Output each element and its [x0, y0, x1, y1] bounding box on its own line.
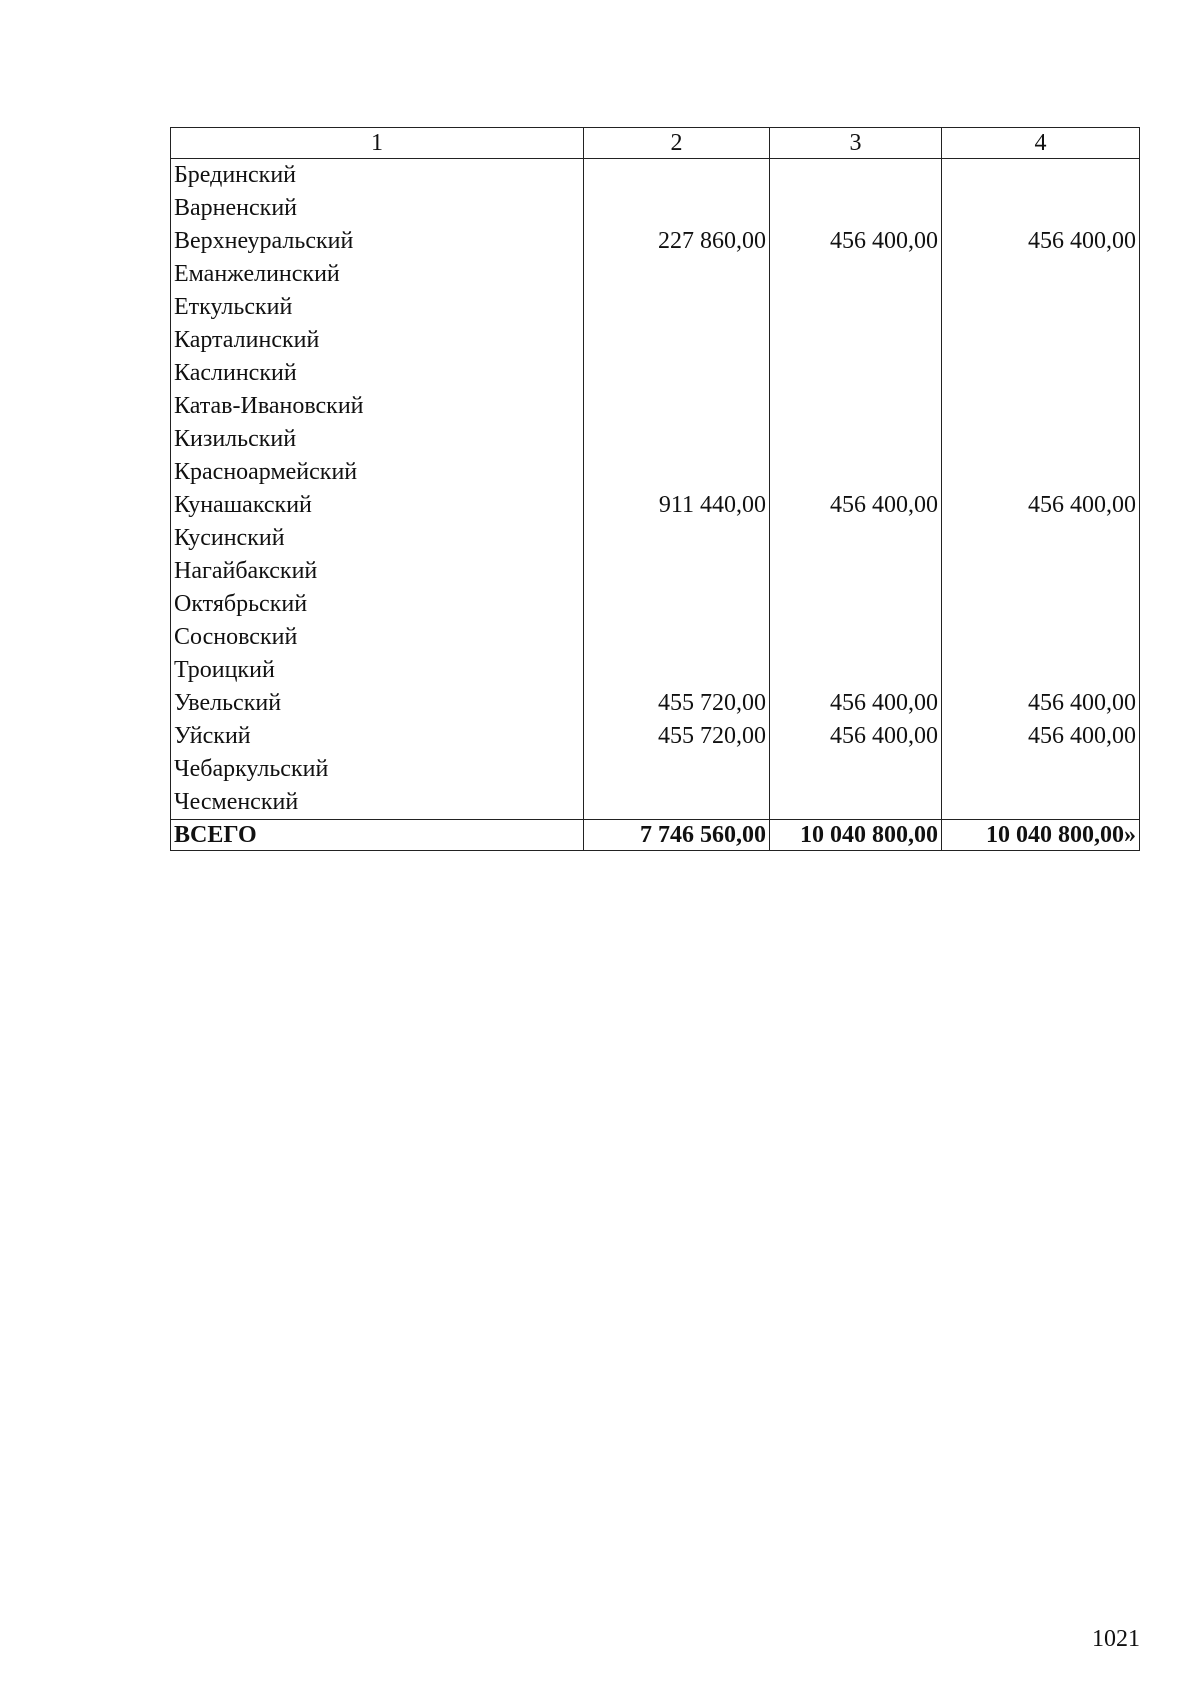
value-col-4	[942, 456, 1140, 489]
value-col-3	[770, 588, 942, 621]
value-col-2: 455 720,00	[584, 720, 770, 753]
district-name: Катав-Ивановский	[171, 390, 584, 423]
value-col-3	[770, 357, 942, 390]
table-row	[171, 390, 1140, 423]
table-row	[171, 687, 1140, 720]
total-col-4: 10 040 800,00»	[942, 820, 1140, 851]
district-name: Верхнеуральский	[171, 225, 584, 258]
value-col-4	[942, 588, 1140, 621]
district-name: Кизильский	[171, 423, 584, 456]
header-row	[171, 128, 1140, 159]
district-name: Каслинский	[171, 357, 584, 390]
value-col-3: 456 400,00	[770, 489, 942, 522]
value-col-4	[942, 753, 1140, 786]
value-col-4	[942, 258, 1140, 291]
district-name: Варненский	[171, 192, 584, 225]
district-name: Октябрьский	[171, 588, 584, 621]
total-label: ВСЕГО	[171, 820, 584, 851]
table-header	[171, 128, 1140, 159]
value-col-2: 911 440,00	[584, 489, 770, 522]
district-name: Чесменский	[171, 786, 584, 820]
value-col-2	[584, 291, 770, 324]
value-col-4	[942, 423, 1140, 456]
value-col-2	[584, 753, 770, 786]
district-name: Еткульский	[171, 291, 584, 324]
value-col-3	[770, 522, 942, 555]
value-col-2	[584, 522, 770, 555]
district-name: Нагайбакский	[171, 555, 584, 588]
value-col-3	[770, 324, 942, 357]
column-header-1: 1	[171, 128, 584, 159]
value-col-2	[584, 456, 770, 489]
district-name: Сосновский	[171, 621, 584, 654]
value-col-3	[770, 654, 942, 687]
value-col-2	[584, 357, 770, 390]
value-col-4	[942, 555, 1140, 588]
value-col-2	[584, 423, 770, 456]
value-col-2	[584, 258, 770, 291]
table-row	[171, 786, 1140, 820]
value-col-3	[770, 786, 942, 820]
value-col-4	[942, 291, 1140, 324]
total-row	[171, 820, 1140, 851]
value-col-4: 456 400,00	[942, 489, 1140, 522]
table-row	[171, 654, 1140, 687]
value-col-4: 456 400,00	[942, 720, 1140, 753]
value-col-4	[942, 324, 1140, 357]
value-col-2	[584, 192, 770, 225]
value-col-3	[770, 423, 942, 456]
table-row	[171, 258, 1140, 291]
value-col-2: 455 720,00	[584, 687, 770, 720]
value-col-2	[584, 159, 770, 193]
value-col-4	[942, 654, 1140, 687]
value-col-2	[584, 786, 770, 820]
table-row	[171, 324, 1140, 357]
district-name: Кунашакский	[171, 489, 584, 522]
value-col-3: 456 400,00	[770, 687, 942, 720]
value-col-4: 456 400,00	[942, 687, 1140, 720]
value-col-3	[770, 621, 942, 654]
table-row	[171, 456, 1140, 489]
table-row	[171, 621, 1140, 654]
value-col-3	[770, 291, 942, 324]
total-col-3: 10 040 800,00	[770, 820, 942, 851]
value-col-4	[942, 522, 1140, 555]
district-name: Троицкий	[171, 654, 584, 687]
table-row	[171, 225, 1140, 258]
table-row	[171, 522, 1140, 555]
value-col-2	[584, 654, 770, 687]
column-header-3: 3	[770, 128, 942, 159]
budget-table	[170, 127, 1140, 851]
table-row	[171, 291, 1140, 324]
district-name: Уйский	[171, 720, 584, 753]
value-col-2	[584, 588, 770, 621]
value-col-3: 456 400,00	[770, 225, 942, 258]
value-col-3	[770, 555, 942, 588]
total-col-2: 7 746 560,00	[584, 820, 770, 851]
value-col-4	[942, 390, 1140, 423]
value-col-3	[770, 456, 942, 489]
district-name: Карталинский	[171, 324, 584, 357]
table-row	[171, 555, 1140, 588]
district-name: Чебаркульский	[171, 753, 584, 786]
district-name: Увельский	[171, 687, 584, 720]
value-col-4	[942, 786, 1140, 820]
district-name: Кусинский	[171, 522, 584, 555]
column-header-2: 2	[584, 128, 770, 159]
table-row	[171, 753, 1140, 786]
district-name: Брединский	[171, 159, 584, 193]
value-col-4	[942, 159, 1140, 193]
value-col-4: 456 400,00	[942, 225, 1140, 258]
value-col-2	[584, 390, 770, 423]
column-header-4: 4	[942, 128, 1140, 159]
value-col-3	[770, 192, 942, 225]
table-row	[171, 588, 1140, 621]
table-row	[171, 159, 1140, 193]
value-col-3	[770, 258, 942, 291]
value-col-3	[770, 390, 942, 423]
table-row	[171, 357, 1140, 390]
value-col-3	[770, 753, 942, 786]
table-row	[171, 423, 1140, 456]
table-row	[171, 192, 1140, 225]
value-col-2: 227 860,00	[584, 225, 770, 258]
value-col-4	[942, 621, 1140, 654]
table-row	[171, 489, 1140, 522]
value-col-3: 456 400,00	[770, 720, 942, 753]
district-name: Красноармейский	[171, 456, 584, 489]
table-body	[171, 159, 1140, 851]
value-col-2	[584, 324, 770, 357]
page-number: 1021	[1092, 1626, 1140, 1652]
table-row	[171, 720, 1140, 753]
value-col-3	[770, 159, 942, 193]
value-col-4	[942, 357, 1140, 390]
value-col-4	[942, 192, 1140, 225]
district-name: Еманжелинский	[171, 258, 584, 291]
value-col-2	[584, 555, 770, 588]
value-col-2	[584, 621, 770, 654]
